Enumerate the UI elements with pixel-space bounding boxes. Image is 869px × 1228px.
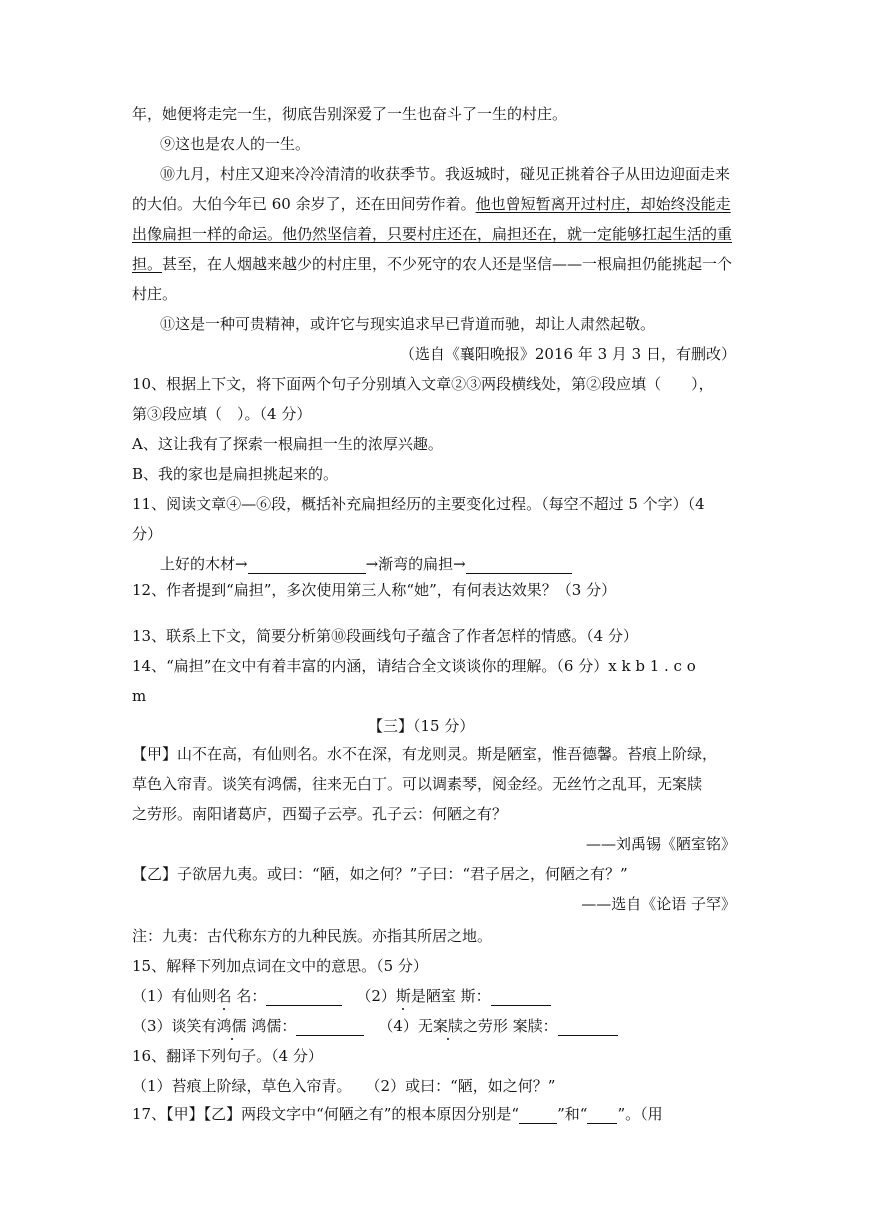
paragraph-11: ⑪这是一种可贵精神，或许它与现实追求早已背道而驰，却让人肃然起敬。 [160, 315, 656, 333]
question-16: 16、翻译下列句子。（4 分） [132, 1047, 323, 1065]
answer-blank[interactable] [248, 557, 366, 574]
question-12: 12、作者提到“扁担”，多次使用第三人称“她”，有何表达效果？（3 分） [132, 581, 617, 599]
paragraph-10-line [132, 194, 731, 214]
chain-middle: →渐弯的扁担→ [365, 555, 466, 573]
question-16-items [132, 1076, 555, 1096]
question-17-text: ”和“ [557, 1105, 588, 1123]
text-jia-line: 草色入帘青。谈笑有鸿儒，往来无白丁。可以调素琴，阅金经。无丝竹之乱耳，无案牍 [132, 775, 703, 793]
item-label: 名： [231, 987, 267, 1005]
dotted-word: 鸿儒 [216, 1017, 247, 1035]
text-jia-source: ——刘禹锡《陋室铭》 [585, 835, 736, 853]
paragraph-10-line: ⑩九月，村庄又迎来冷冷清清的收获季节。我返城时，碰见正挑着谷子从田边迎面走来 [160, 165, 731, 183]
answer-blank[interactable] [466, 557, 572, 574]
plain-text: 的大伯。大伯今年已 60 余岁了，还在田间劳作着。 [132, 195, 476, 213]
question-10: 第③段应填（ ）。（4 分） [132, 405, 312, 423]
question-17-text: ”。（用 [617, 1105, 663, 1123]
paragraph-9: ⑨这也是农人的一生。 [160, 135, 311, 153]
dotted-word: 名 [216, 987, 232, 1005]
text-jia-line: 【甲】山不在高，有仙则名。水不在深，有龙则灵。斯是陋室，惟吾德馨。苔痕上阶绿， [132, 745, 718, 763]
question-15-item-1-2 [132, 986, 551, 1006]
dotted-word: 案牍 [432, 1017, 463, 1035]
question-11-chain [160, 554, 572, 574]
question-14: m [132, 687, 147, 705]
option-a: A、这让我有了探索一根扁担一生的浓厚兴趣。 [132, 435, 443, 453]
option-b: B、我的家也是扁担挑起来的。 [132, 465, 339, 483]
item-prefix: （3）谈笑有 [132, 1017, 217, 1035]
text-yi-source: ——选自《论语 子罕》 [581, 895, 736, 913]
passage-source: （选自《襄阳晚报》2016 年 3 月 3 日，有删改） [399, 345, 736, 363]
paragraph-10-line: 村庄。 [132, 285, 178, 303]
answer-blank[interactable] [296, 1019, 364, 1036]
translate-item-2: （2）或曰：“陋，如之何？” [365, 1077, 556, 1095]
answer-blank[interactable] [587, 1107, 617, 1124]
question-15-item-3-4 [132, 1016, 618, 1036]
item-prefix: （2） [356, 987, 396, 1005]
text-jia-line: 之劳形。南阳诸葛庐，西蜀子云亭。孔子云：何陋之有？ [132, 805, 508, 823]
answer-blank[interactable] [491, 989, 551, 1006]
item-label: 之劳形 案牍： [462, 1017, 558, 1035]
item-prefix: （4）无 [378, 1017, 433, 1035]
underlined-sentence: 出像扁担一样的命运。他仍然坚信着，只要村庄还在，扁担还在，就一定能够扛起生活的重 [132, 225, 733, 243]
paragraph-10-line [132, 254, 732, 274]
plain-text: 甚至，在人烟越来越少的村庄里，不少死守的农人还是坚信——一根扁担仍能挑起一个 [162, 255, 733, 273]
chain-start: 上好的木材→ [160, 555, 248, 573]
dotted-word: 斯 [395, 987, 411, 1005]
question-13: 13、联系上下文，简要分析第⑩段画线句子蕴含了作者怎样的情感。（4 分） [132, 627, 638, 645]
translate-item-1: （1）苔痕上阶绿，草色入帘青。 [132, 1077, 352, 1095]
question-11: 11、阅读文章④—⑥段，概括补充扁担经历的主要变化过程。（每空不超过 5 个字）（4 [132, 495, 705, 513]
question-10: 10、根据上下文，将下面两个句子分别填入文章②③两段横线处，第②段应填（ ）， [132, 375, 714, 393]
item-label: 鸿儒： [246, 1017, 297, 1035]
question-11: 分） [132, 525, 163, 543]
section-3-title: 【三】（15 分） [368, 717, 475, 735]
answer-blank[interactable] [558, 1019, 618, 1036]
item-label: 是陋室 斯： [410, 987, 491, 1005]
question-17 [132, 1104, 663, 1124]
answer-blank[interactable] [266, 989, 342, 1006]
underlined-sentence: 担。 [132, 255, 163, 273]
annotation-note: 注：九夷：古代称东方的九种民族。亦指其所居之地。 [132, 927, 493, 945]
question-17-text: 17、【甲】【乙】两段文字中“何陋之有”的根本原因分别是“ [132, 1105, 520, 1123]
question-14: 14、“扁担”在文中有着丰富的内涵，请结合全文谈谈你的理解。（6 分）x k b 1 . c o [132, 657, 696, 675]
text-yi-line: 【乙】子欲居九夷。或曰：“陋，如之何？”子曰：“君子居之，何陋之有？” [132, 865, 628, 883]
answer-blank[interactable] [519, 1107, 557, 1124]
passage-line: 年，她便将走完一生，彻底告别深爱了一生也奋斗了一生的村庄。 [132, 105, 568, 123]
item-prefix: （1）有仙则 [132, 987, 217, 1005]
underlined-sentence: 他也曾短暂离开过村庄，却始终没能走 [475, 195, 731, 213]
question-15: 15、解释下列加点词在文中的意思。（5 分） [132, 957, 428, 975]
